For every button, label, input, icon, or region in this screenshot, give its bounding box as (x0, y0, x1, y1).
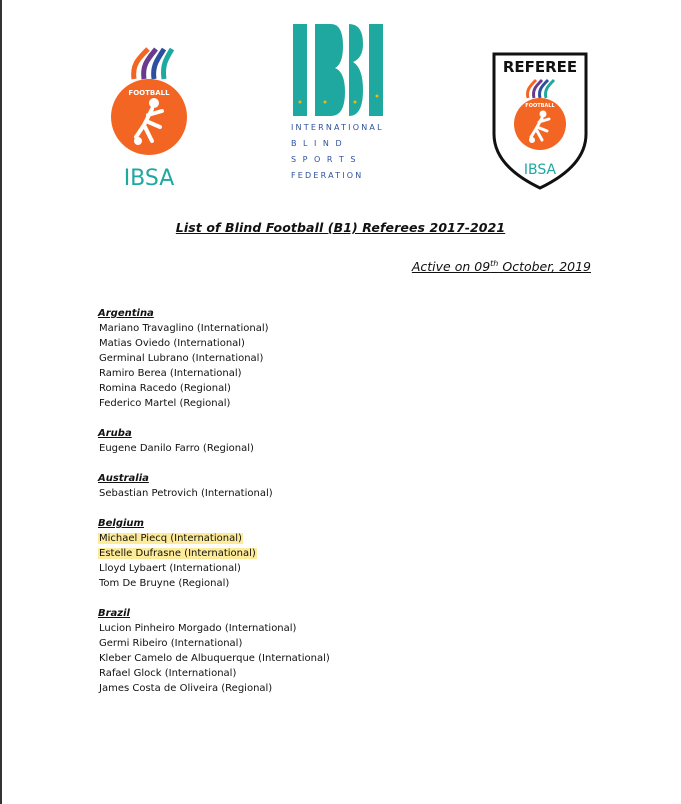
referee-name: Michael Piecq (International) (99, 533, 242, 544)
referee-entry (98, 651, 518, 666)
referee-name: Matias Oviedo (International) (99, 338, 245, 349)
referee-entry (98, 576, 518, 591)
referee-entry (98, 531, 518, 546)
ibsa-caption-line-1: INTERNATIONAL (291, 123, 384, 132)
country-section (98, 426, 518, 456)
country-heading: Argentina (98, 308, 154, 319)
referee-name: Tom De Bruyne (Regional) (99, 578, 230, 589)
referee-entry (98, 621, 518, 636)
referee-name: Romina Racedo (Regional) (99, 383, 231, 394)
page-left-border (0, 0, 2, 804)
ibsa-caption-line-4: FEDERATION (291, 171, 364, 180)
active-date-suffix: October, 2019 (498, 259, 591, 274)
referee-entry (98, 561, 518, 576)
referee-name: Germi Ribeiro (International) (99, 638, 243, 649)
referee-name: James Costa de Oliveira (Regional) (99, 683, 273, 694)
referee-name: Sebastian Petrovich (International) (99, 488, 273, 499)
referee-name: Ramiro Berea (International) (99, 368, 242, 379)
referee-entry (98, 366, 518, 381)
referee-logo-text: FOOTBALL (525, 103, 555, 109)
country-heading: Australia (98, 473, 149, 484)
referee-logo-ibsa-text: IBSA (523, 162, 557, 178)
referee-entry (98, 546, 518, 561)
country-section (98, 606, 518, 696)
referee-badge (490, 50, 590, 190)
referee-entry (98, 396, 518, 411)
referee-name: Lloyd Lybaert (International) (99, 563, 241, 574)
country-section (98, 471, 518, 501)
referee-entry (98, 636, 518, 651)
referee-name: Estelle Dufrasne (International) (99, 548, 256, 559)
document-title: List of Blind Football (B1) Referees 2017-2021 (175, 220, 506, 235)
referee-entry (98, 666, 518, 681)
referee-entry (98, 441, 518, 456)
referee-badge-title: REFEREE (502, 58, 578, 76)
active-date (0, 259, 591, 274)
referee-name: Rafael Glock (International) (99, 668, 237, 679)
referee-entry (98, 681, 518, 696)
ibsa-caption-line-2: B L I N D (291, 139, 344, 148)
referee-entry (98, 336, 518, 351)
country-section (98, 306, 518, 411)
referee-name: Germinal Lubrano (International) (99, 353, 264, 364)
referee-name: Kleber Camelo de Albuquerque (International) (99, 653, 330, 664)
country-section (98, 516, 518, 591)
referee-name: Mariano Travaglino (International) (99, 323, 269, 334)
football-logo-ibsa-text: IBSA (123, 166, 175, 191)
ibsa-logo (285, 22, 395, 182)
referee-name: Federico Martel (Regional) (99, 398, 231, 409)
ibsa-caption-line-3: S P O R T S (291, 155, 358, 164)
referee-name: Lucion Pinheiro Morgado (International) (99, 623, 297, 634)
active-date-superscript: th (490, 259, 499, 268)
referee-entry (98, 381, 518, 396)
country-heading: Belgium (98, 518, 144, 529)
referee-list (98, 306, 518, 711)
referee-entry (98, 486, 518, 501)
football-logo-text: FOOTBALL (128, 89, 170, 97)
referee-name: Eugene Danilo Farro (Regional) (99, 443, 254, 454)
country-heading: Aruba (98, 428, 132, 439)
referee-entry (98, 321, 518, 336)
referee-entry (98, 351, 518, 366)
ibsa-football-logo (108, 45, 190, 193)
active-date-prefix: Active on 09 (411, 259, 491, 274)
country-heading: Brazil (98, 608, 130, 619)
